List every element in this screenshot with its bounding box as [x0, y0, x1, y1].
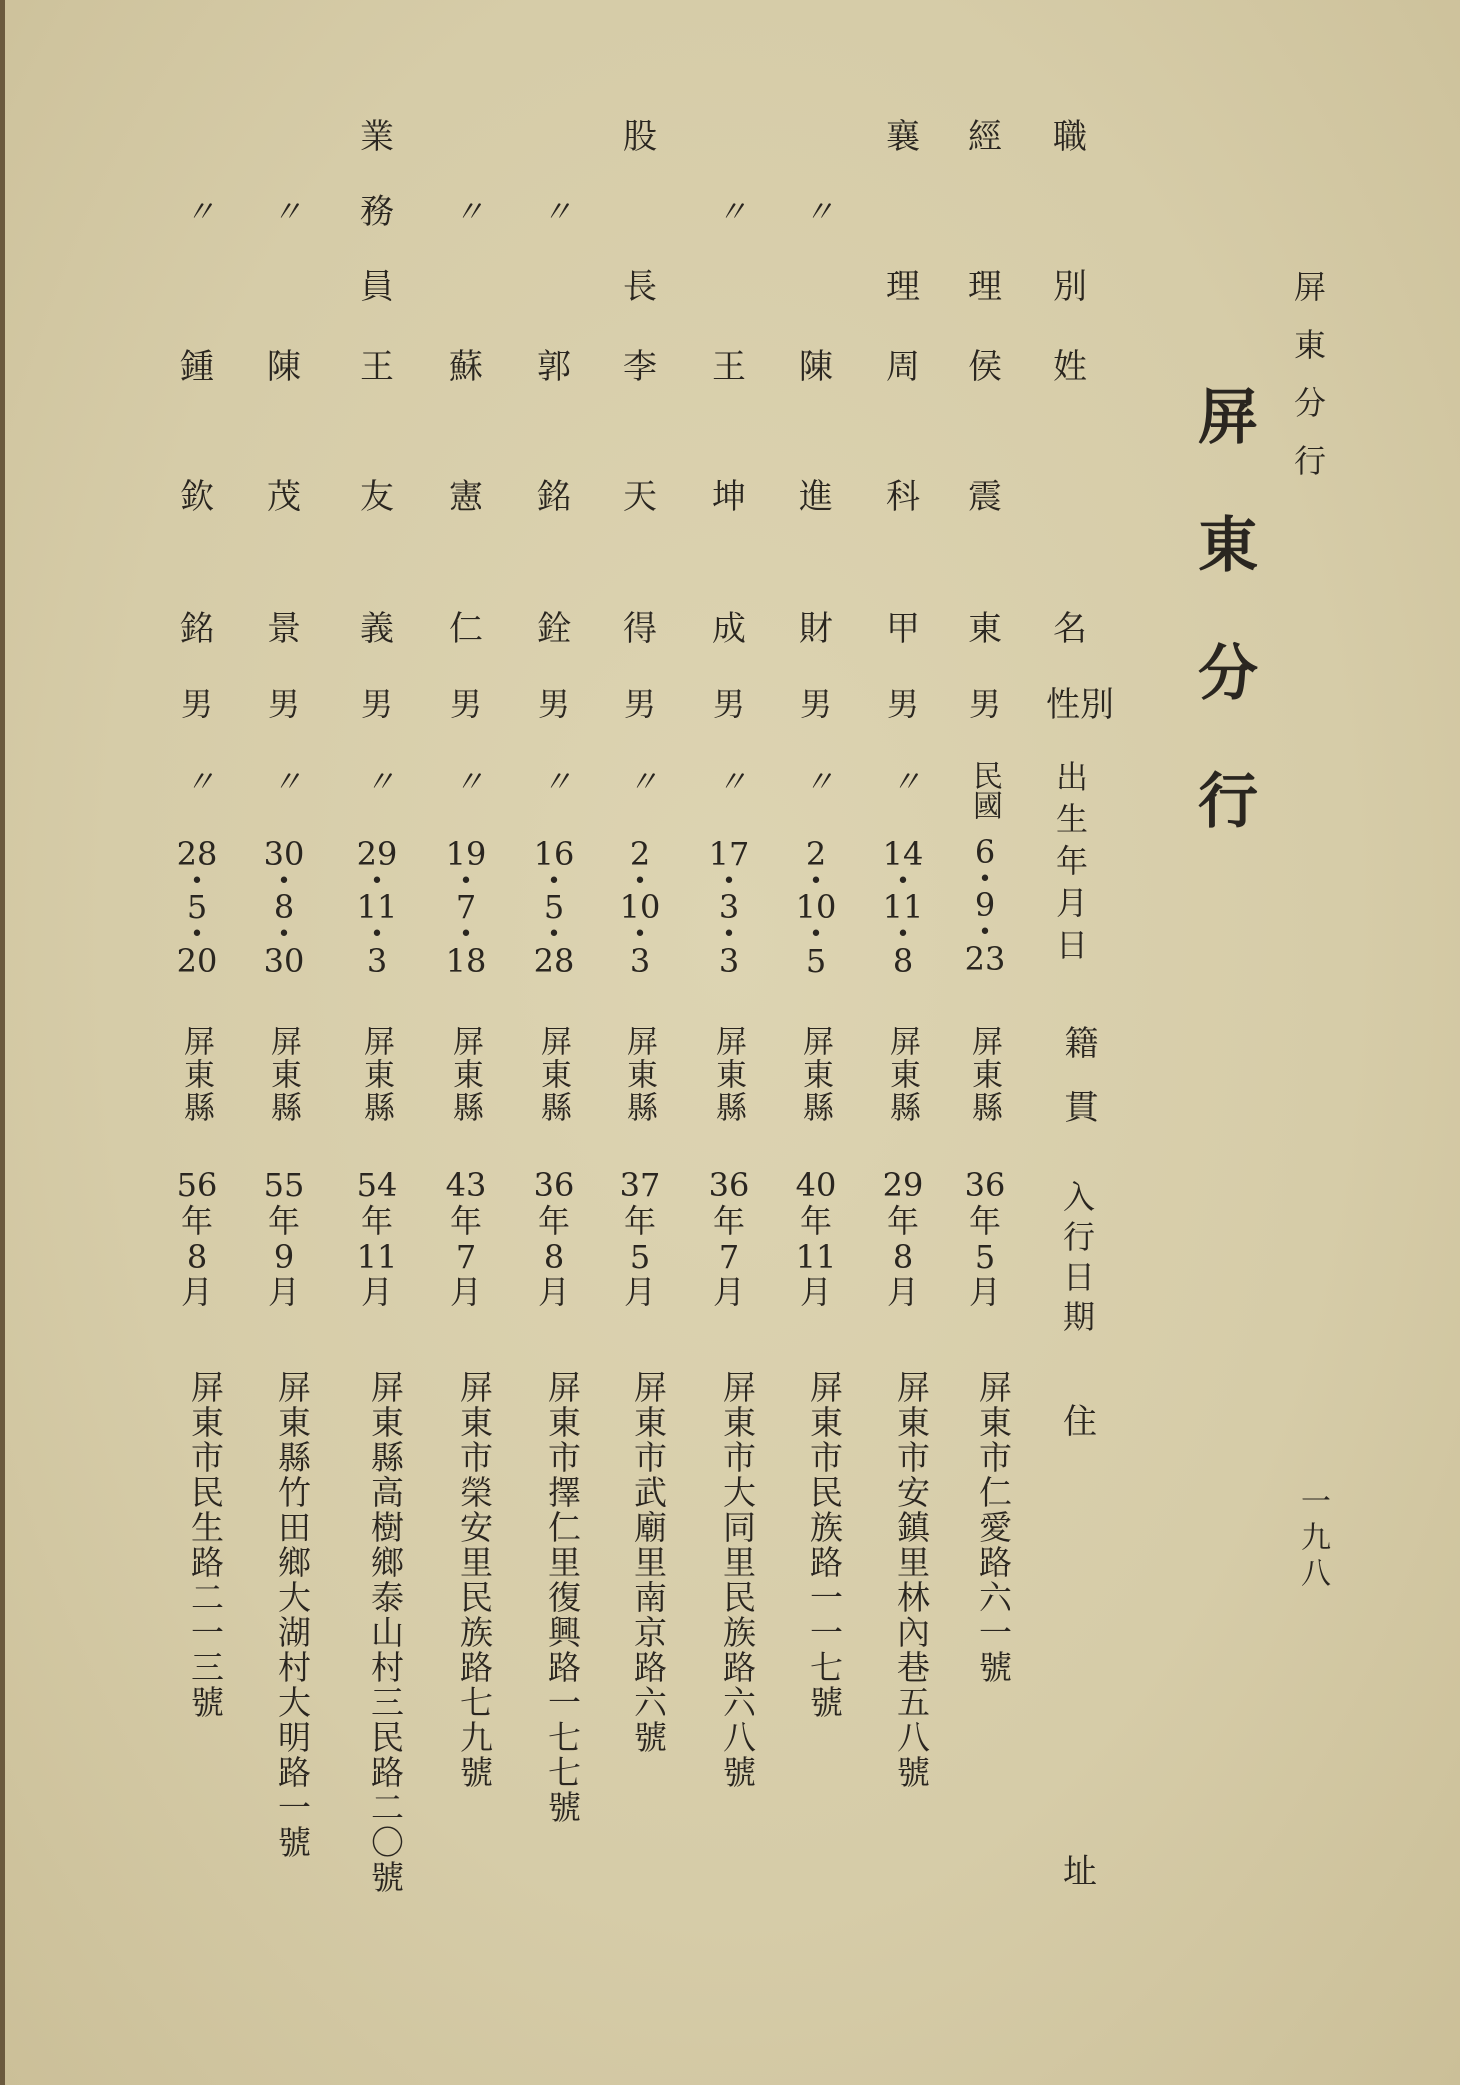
- date-separator: •: [547, 921, 561, 947]
- name-char: 陳: [799, 347, 833, 387]
- native-place: 屏東縣: [535, 1025, 571, 1124]
- position-char: 理: [968, 267, 1002, 307]
- name-char: 仁: [449, 609, 483, 649]
- name-char: 成: [712, 609, 746, 649]
- name-char: 銓: [537, 609, 571, 649]
- gender: 男: [537, 685, 570, 723]
- name-char: 陳: [267, 347, 301, 387]
- name-char: 甲: [886, 609, 920, 649]
- name-char: 銘: [180, 609, 214, 649]
- birth-prefix-ditto: 〃: [628, 765, 652, 800]
- position-ditto: 〃: [272, 195, 296, 230]
- address: 屏東市仁愛路六一號: [974, 1370, 1013, 1685]
- birth-date: [781, 835, 851, 980]
- join-part: 7: [455, 1237, 477, 1276]
- position-char: 經: [968, 117, 1002, 157]
- join-part: 年: [360, 1201, 393, 1240]
- section-title: 屏東分行: [1188, 385, 1258, 897]
- join-date: [249, 1168, 319, 1311]
- date-separator: •: [809, 921, 823, 947]
- date-part: 2: [805, 835, 827, 873]
- join-part: 月: [886, 1273, 919, 1312]
- position-ditto: 〃: [717, 195, 741, 230]
- date-part: 2: [629, 835, 651, 873]
- join-part: 月: [712, 1273, 745, 1312]
- position-char: 業: [360, 117, 394, 157]
- birth-date: [431, 835, 501, 980]
- join-part: 年: [267, 1201, 300, 1240]
- date-separator: •: [978, 919, 992, 945]
- address: 屏東市安鎮里林內巷五八號: [892, 1370, 931, 1790]
- name-char: 進: [799, 477, 833, 517]
- position-ditto: 〃: [185, 195, 209, 230]
- join-part: 11: [356, 1237, 398, 1276]
- join-part: 43: [445, 1166, 487, 1204]
- position-char: 務: [360, 192, 394, 232]
- date-part: 11: [882, 888, 924, 927]
- date-part: 8: [273, 888, 295, 927]
- gender: 男: [799, 685, 832, 723]
- join-part: 5: [629, 1237, 651, 1276]
- address: 屏東市民族路一一七號: [805, 1370, 844, 1720]
- native-place: 屏東縣: [447, 1025, 483, 1124]
- date-part: 8: [892, 941, 914, 980]
- address: 屏東市大同里民族路六八號: [718, 1370, 757, 1790]
- name-char: 侯: [968, 347, 1002, 387]
- name-char: 憲: [449, 477, 483, 517]
- birth-prefix-ditto: 〃: [542, 765, 566, 800]
- date-separator: •: [547, 868, 561, 894]
- date-separator: •: [459, 868, 473, 894]
- join-date: [868, 1168, 938, 1311]
- date-separator: •: [459, 921, 473, 947]
- header-position-2: 別: [1053, 267, 1087, 307]
- name-char: 王: [712, 347, 746, 387]
- date-part: 11: [356, 888, 398, 927]
- date-separator: •: [809, 868, 823, 894]
- join-part: 36: [708, 1166, 750, 1204]
- native-place: 屏東縣: [884, 1025, 920, 1124]
- date-separator: •: [896, 868, 910, 894]
- position-ditto: 〃: [804, 195, 828, 230]
- join-part: 月: [360, 1273, 393, 1312]
- date-separator: •: [370, 868, 384, 894]
- header-position-1: 職: [1053, 117, 1087, 157]
- date-separator: •: [190, 868, 204, 894]
- position-char: 員: [360, 267, 394, 307]
- join-part: 29: [882, 1166, 924, 1204]
- date-part: 5: [186, 888, 208, 927]
- native-place: 屏東縣: [710, 1025, 746, 1124]
- running-head: 屏東分行: [1289, 270, 1327, 502]
- header-name-2: 名: [1053, 609, 1087, 649]
- join-part: 5: [974, 1237, 996, 1276]
- name-char: 銘: [537, 477, 571, 517]
- name-char: 蘇: [449, 347, 483, 387]
- date-part: 5: [805, 941, 827, 980]
- header-gender: 性別: [1046, 685, 1114, 725]
- date-separator: •: [978, 866, 992, 892]
- position-char: 長: [623, 267, 657, 307]
- join-part: 年: [886, 1201, 919, 1240]
- date-part: 28: [533, 941, 575, 980]
- date-part: 3: [718, 888, 740, 927]
- birth-date: [342, 835, 412, 980]
- birth-date: [694, 835, 764, 980]
- birth-prefix-ditto: 〃: [717, 765, 741, 800]
- join-part: 月: [449, 1273, 482, 1312]
- date-part: 5: [543, 888, 565, 927]
- date-part: 17: [708, 835, 750, 873]
- date-separator: •: [722, 868, 736, 894]
- date-separator: •: [633, 868, 647, 894]
- join-part: 年: [623, 1201, 656, 1240]
- native-place: 屏東縣: [966, 1025, 1002, 1124]
- birth-prefix-ditto: 〃: [185, 765, 209, 800]
- date-part: 14: [882, 835, 924, 873]
- gender: 男: [886, 685, 919, 723]
- join-date: [605, 1168, 675, 1311]
- join-part: 37: [619, 1166, 661, 1204]
- position-char: 襄: [886, 117, 920, 157]
- date-part: 3: [629, 941, 651, 980]
- position-char: 股: [623, 117, 657, 157]
- address: 屏東縣高樹鄉泰山村三民路二〇號: [366, 1370, 405, 1895]
- address: 屏東市榮安里民族路七九號: [455, 1370, 494, 1790]
- name-char: 景: [267, 609, 301, 649]
- native-place: 屏東縣: [265, 1025, 301, 1124]
- join-date: [162, 1168, 232, 1311]
- join-part: 7: [718, 1237, 740, 1276]
- date-part: 10: [795, 888, 837, 927]
- date-part: 3: [366, 941, 388, 980]
- date-part: 10: [619, 888, 661, 927]
- birth-date: [249, 835, 319, 980]
- name-char: 茂: [267, 477, 301, 517]
- join-part: 月: [180, 1273, 213, 1312]
- native-place: 屏東縣: [797, 1025, 833, 1124]
- name-char: 財: [799, 609, 833, 649]
- birth-date: [605, 835, 675, 980]
- join-part: 年: [799, 1201, 832, 1240]
- join-date: [342, 1168, 412, 1311]
- name-char: 鍾: [180, 347, 214, 387]
- join-part: 36: [964, 1166, 1006, 1204]
- name-char: 李: [623, 347, 657, 387]
- header-name-1: 姓: [1053, 347, 1087, 387]
- native-place: 屏東縣: [358, 1025, 394, 1124]
- birth-date: [868, 835, 938, 980]
- name-char: 震: [968, 477, 1002, 517]
- address: 屏東市民生路二一三號: [186, 1370, 225, 1720]
- join-part: 年: [712, 1201, 745, 1240]
- birth-prefix-ditto: 〃: [891, 765, 915, 800]
- address: 屏東市擇仁里復興路一七七號: [543, 1370, 582, 1825]
- join-date: [431, 1168, 501, 1311]
- birth-date: [950, 833, 1020, 978]
- birth-date: [162, 835, 232, 980]
- position-ditto: 〃: [454, 195, 478, 230]
- date-part: 19: [445, 835, 487, 873]
- header-native: 籍貫: [1058, 1025, 1098, 1153]
- date-separator: •: [896, 921, 910, 947]
- position-char: 理: [886, 267, 920, 307]
- gender: 男: [449, 685, 482, 723]
- name-char: 東: [968, 609, 1002, 649]
- name-char: 坤: [712, 477, 746, 517]
- join-part: 54: [356, 1166, 398, 1204]
- gender: 男: [180, 685, 213, 723]
- page-edge: [0, 0, 5, 2085]
- join-part: 11: [795, 1237, 837, 1276]
- date-part: 3: [718, 941, 740, 980]
- date-separator: •: [633, 921, 647, 947]
- date-part: 30: [263, 941, 305, 980]
- gender: 男: [623, 685, 656, 723]
- address: 屏東市武廟里南京路六號: [629, 1370, 668, 1755]
- name-char: 欽: [180, 477, 214, 517]
- name-char: 周: [886, 347, 920, 387]
- name-char: 友: [360, 477, 394, 517]
- header-address-2: 址: [1063, 1852, 1097, 1892]
- date-part: 20: [176, 941, 218, 980]
- join-date: [694, 1168, 764, 1311]
- gender: 男: [267, 685, 300, 723]
- date-part: 7: [455, 888, 477, 927]
- join-part: 年: [180, 1201, 213, 1240]
- gender: 男: [712, 685, 745, 723]
- birth-prefix-ditto: 〃: [272, 765, 296, 800]
- join-date: [950, 1168, 1020, 1311]
- date-part: 23: [964, 939, 1006, 978]
- join-part: 40: [795, 1166, 837, 1204]
- position-ditto: 〃: [542, 195, 566, 230]
- join-part: 8: [892, 1237, 914, 1276]
- join-part: 月: [799, 1273, 832, 1312]
- birth-prefix-ditto: 〃: [454, 765, 478, 800]
- birth-prefix-ditto: 〃: [365, 765, 389, 800]
- join-part: 年: [537, 1201, 570, 1240]
- address: 屏東縣竹田鄉大湖村大明路一號: [273, 1370, 312, 1860]
- name-char: 科: [886, 477, 920, 517]
- date-part: 28: [176, 835, 218, 873]
- join-part: 月: [623, 1273, 656, 1312]
- birth-prefix: 民國: [967, 760, 1002, 820]
- date-part: 16: [533, 835, 575, 873]
- join-part: 月: [968, 1273, 1001, 1312]
- date-part: 30: [263, 835, 305, 873]
- gender: 男: [968, 685, 1001, 723]
- date-separator: •: [370, 921, 384, 947]
- name-char: 郭: [537, 347, 571, 387]
- native-place: 屏東縣: [178, 1025, 214, 1124]
- join-part: 年: [449, 1201, 482, 1240]
- date-part: 9: [974, 886, 996, 925]
- join-part: 月: [537, 1273, 570, 1312]
- join-part: 8: [186, 1237, 208, 1276]
- name-char: 義: [360, 609, 394, 649]
- header-join-date: 入行日期: [1058, 1180, 1096, 1340]
- date-part: 6: [974, 833, 996, 871]
- gender: 男: [360, 685, 393, 723]
- birth-prefix-ditto: 〃: [804, 765, 828, 800]
- join-date: [781, 1168, 851, 1311]
- header-address-1: 住: [1063, 1402, 1097, 1442]
- join-part: 月: [267, 1273, 300, 1312]
- date-separator: •: [190, 921, 204, 947]
- birth-date: [519, 835, 589, 980]
- date-separator: •: [277, 921, 291, 947]
- header-birth: 出生年月日: [1051, 760, 1089, 970]
- name-char: 王: [360, 347, 394, 387]
- date-part: 18: [445, 941, 487, 980]
- join-part: 9: [273, 1237, 295, 1276]
- native-place: 屏東縣: [621, 1025, 657, 1124]
- date-part: 29: [356, 835, 398, 873]
- join-part: 8: [543, 1237, 565, 1276]
- name-char: 得: [623, 609, 657, 649]
- date-separator: •: [277, 868, 291, 894]
- page-number: 一九八: [1295, 1485, 1330, 1593]
- join-date: [519, 1168, 589, 1311]
- join-part: 55: [263, 1166, 305, 1204]
- date-separator: •: [722, 921, 736, 947]
- join-part: 36: [533, 1166, 575, 1204]
- join-part: 56: [176, 1166, 218, 1204]
- join-part: 年: [968, 1201, 1001, 1240]
- name-char: 天: [623, 477, 657, 517]
